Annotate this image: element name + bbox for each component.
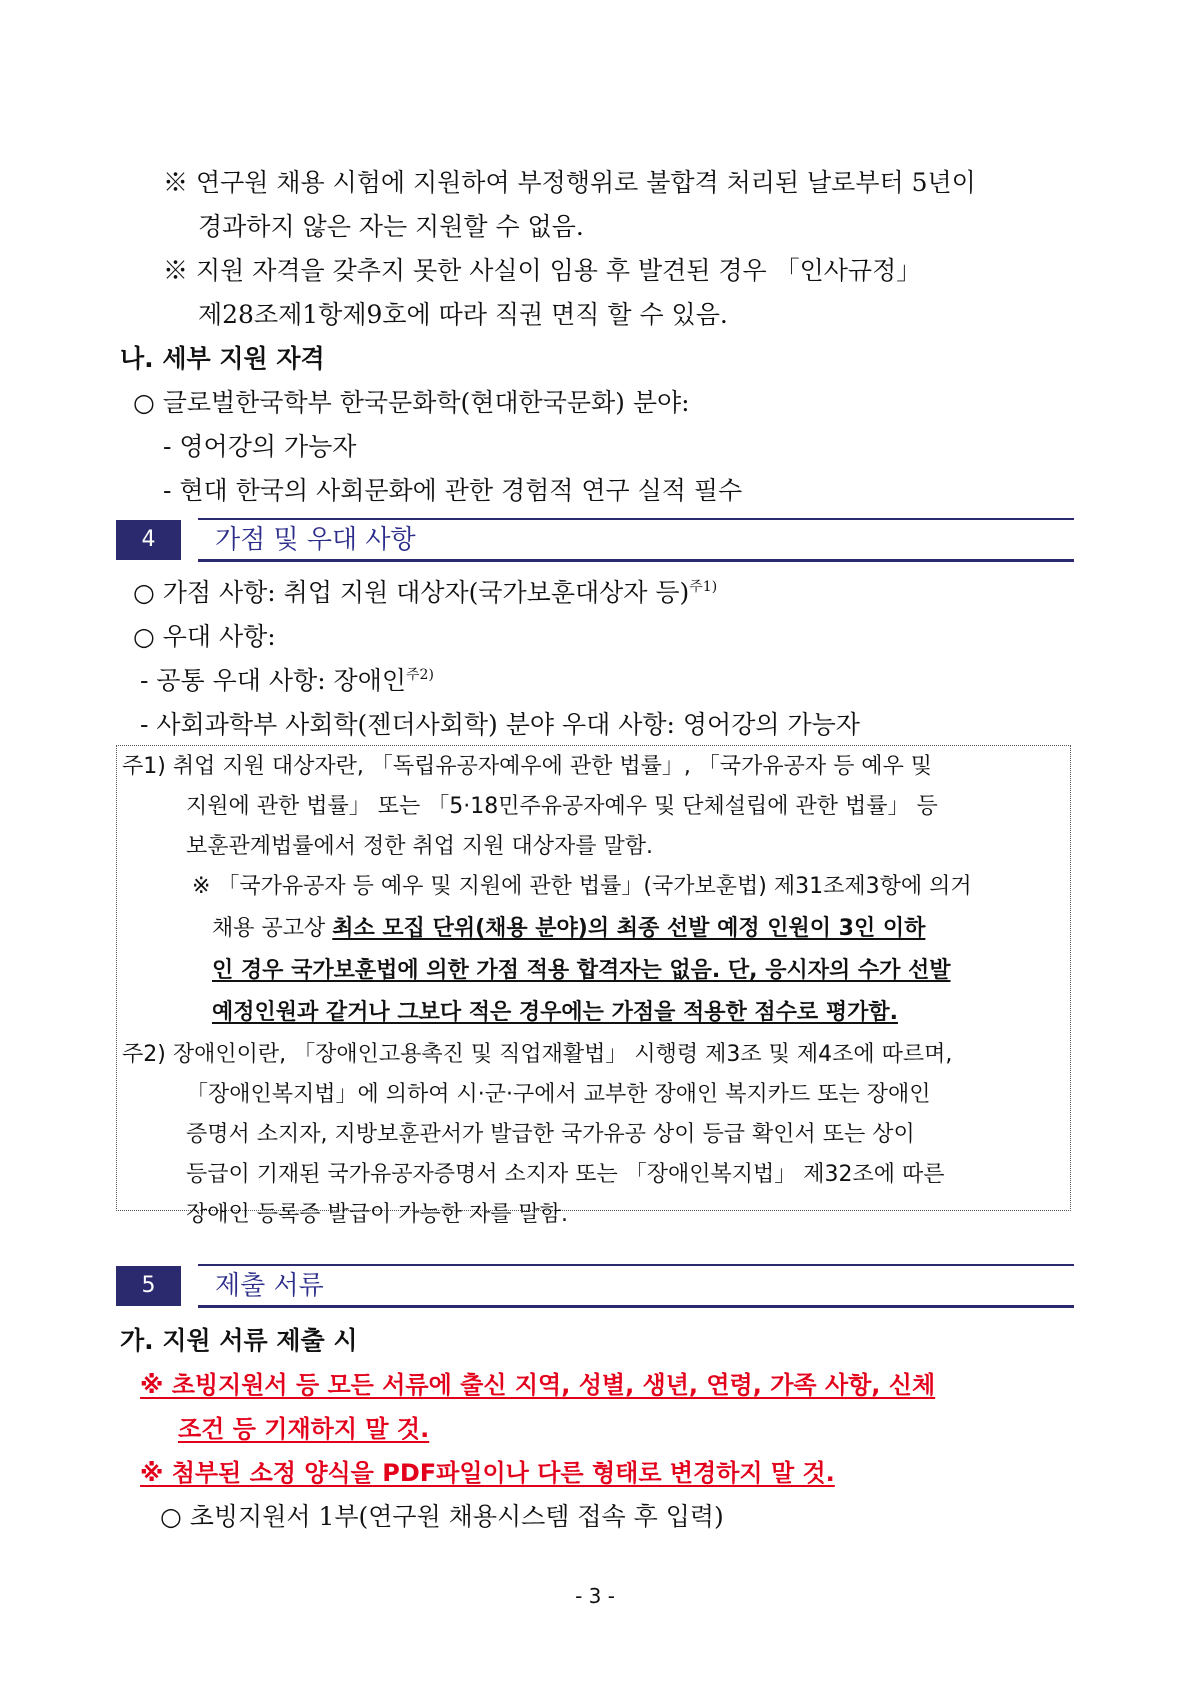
qualification-sub-1: - 영어강의 가능자 (163, 432, 357, 461)
footnote-2-line-3: 증명서 소지자, 지방보훈관서가 발급한 국가유공 상이 등급 확인서 또는 상이 (186, 1122, 915, 1147)
page-number: - 3 - (575, 1584, 615, 1608)
footnote-1-line-1: 주1) 취업 지원 대상자란, 「독립유공자예우에 관한 법률」, 「국가유공자 등 예우 및 (122, 754, 933, 779)
bonus-item: ○ 가점 사항: 취업 지원 대상자(국가보훈대상자 등)$^{주1)}$ (133, 578, 718, 607)
footnote-2-line-5: 장애인 등록증 발급이 가능한 자를 말함. (186, 1202, 568, 1227)
footnote-1-line-2: 지원에 관한 법률」 또는 「5·18민주유공자예우 및 단체설립에 관한 법률」 등 (186, 794, 938, 819)
footnote-2-line-2: 「장애인복지법」에 의하여 시·군·구에서 교부한 장애인 복지카드 또는 장애인 (186, 1082, 931, 1107)
submission-subtitle: 가. 지원 서류 제출 시 (120, 1326, 358, 1355)
section5-title: 제출 서류 (215, 1271, 324, 1301)
warning-pdf-format: ※ 첨부된 소정 양식을 PDF파일이나 다른 형태로 변경하지 말 것. (140, 1459, 835, 1487)
note-fraud: ※ 연구원 채용 시험에 지원하여 부정행위로 불합격 처리된 날로부터 5년이 (163, 168, 976, 197)
footnote-2-line-1: 주2) 장애인이란, 「장애인고용촉진 및 직업재활법」 시행령 제3조 및 제4조에 따르며, (122, 1042, 953, 1067)
warning-personal-info-cont: 조건 등 기재하지 말 것. (178, 1415, 430, 1443)
footnote-2-line-4: 등급이 기재된 국가유공자증명서 소지자 또는 「장애인복지법」 제32조에 따른 (186, 1162, 945, 1187)
section5-rule-bottom (198, 1305, 1074, 1308)
qualification-sub-2: - 현대 한국의 사회문화에 관한 경험적 연구 실적 필수 (163, 476, 743, 505)
footnote-1-ref-3: 인 경우 국가보훈법에 의한 가점 적용 합격자는 없음. 단, 응시자의 수가 선발 (212, 958, 951, 983)
footnote-1-line-3: 보훈관계법률에서 정한 취업 지원 대상자를 말함. (186, 834, 654, 859)
warning-personal-info: ※ 초빙지원서 등 모든 서류에 출신 지역, 성별, 생년, 연령, 가족 사항, 신체 (140, 1371, 936, 1399)
section4-title: 가점 및 우대 사항 (215, 525, 416, 555)
qualification-field: ○ 글로벌한국학부 한국문화학(현대한국문화) 분야: (133, 388, 690, 417)
footnote-1-ref-4: 예정인원과 같거나 그보다 적은 경우에는 가점을 적용한 점수로 평가함. (212, 1000, 898, 1025)
subsection-title: 나. 세부 지원 자격 (120, 344, 325, 373)
preference-item: ○ 우대 사항: (133, 622, 276, 651)
footnote-ref-1: 주1) (689, 579, 718, 595)
section5-rule-top (198, 1264, 1074, 1266)
preference-sociology: - 사회과학부 사회학(젠더사회학) 분야 우대 사항: 영어강의 가능자 (140, 710, 860, 739)
section4-rule-bottom (198, 559, 1074, 562)
footnote-1-ref-2: 채용 공고상 최소 모집 단위(채용 분야)의 최종 선발 예정 인원이 3인 이하 (212, 916, 926, 941)
section5-number: 5 (116, 1266, 181, 1306)
note-fraud-cont: 경과하지 않은 자는 지원할 수 없음. (198, 212, 584, 241)
application-form-item: ○ 초빙지원서 1부(연구원 채용시스템 접속 후 입력) (160, 1502, 724, 1531)
footnote-1-ref: ※ 「국가유공자 등 예우 및 지원에 관한 법률」(국가보훈법) 제31조제3항에 의거 (192, 874, 972, 899)
preference-common: - 공통 우대 사항: 장애인$^{주2)}$ (140, 666, 434, 695)
note-qualification: ※ 지원 자격을 갖추지 못한 사실이 임용 후 발견된 경우 「인사규정」 (163, 256, 922, 285)
footnote-ref-2: 주2) (406, 667, 434, 683)
note-qualification-cont: 제28조제1항제9호에 따라 직권 면직 할 수 있음. (198, 300, 728, 329)
section4-number: 4 (116, 520, 181, 560)
